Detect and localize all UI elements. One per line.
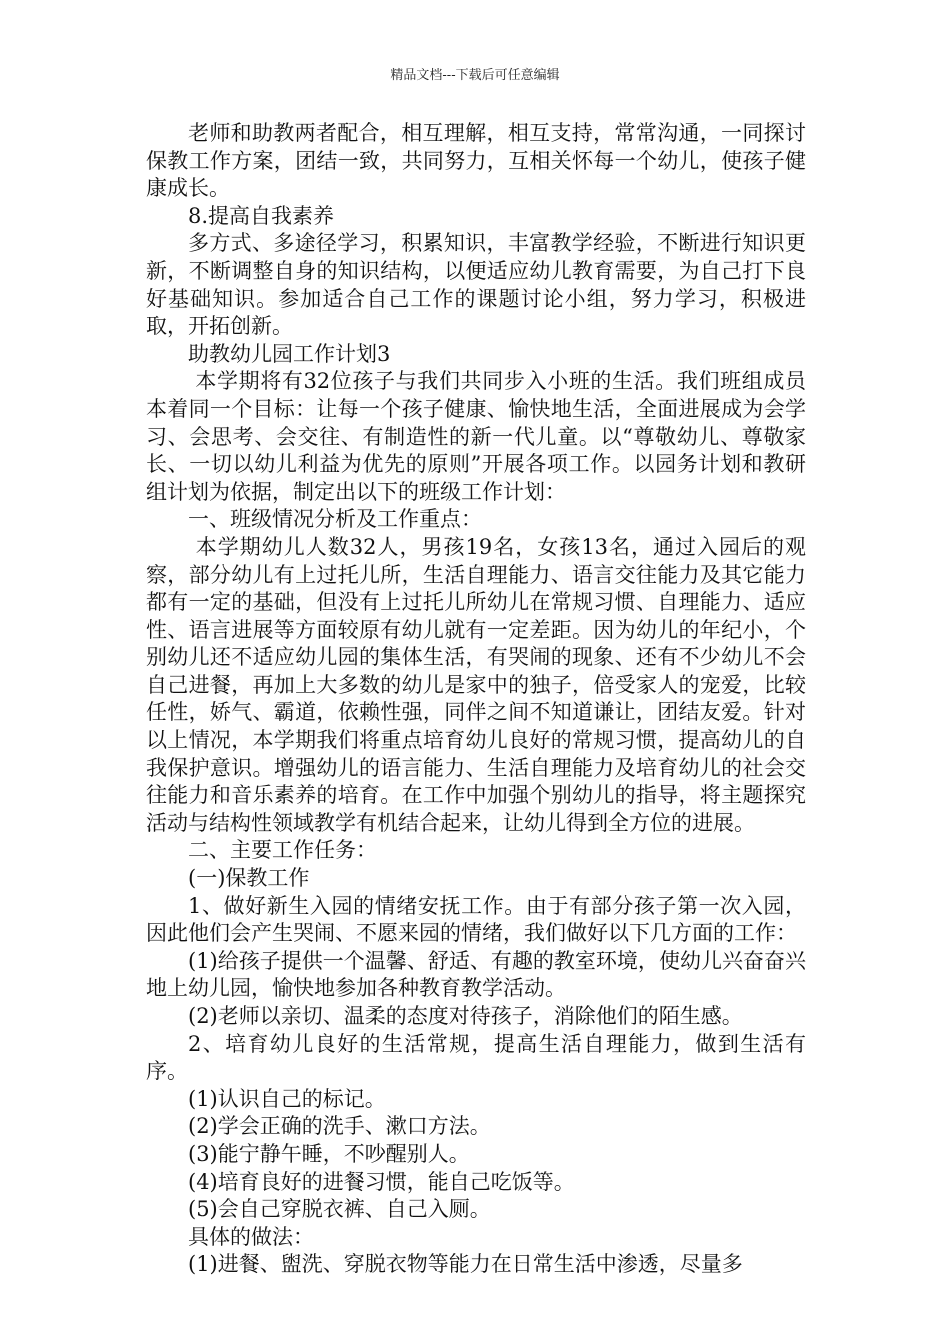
section-heading: 二、主要工作任务： <box>188 838 377 863</box>
paragraph: 多方式、多途径学习，积累知识，丰富教学经验，不断进行知识更新，不断调整自身的知识结构，以便适应幼儿教育需要，为自己打下良好基础知识。参加适合自己工作的课题讨论小组，努力学习，积极进取，开拓创新。 <box>146 231 806 339</box>
paragraph: 老师和助教两者配合，相互理解，相互支持，常常沟通，一同探讨保教工作方案，团结一致，共同努力，互相关怀每一个幼儿，使孩子健康成长。 <box>146 121 806 201</box>
section-heading: 一、班级情况分析及工作重点： <box>188 507 482 532</box>
paragraph: 本学期幼儿人数32人，男孩19名，女孩13名，通过入园后的观察，部分幼儿有上过托儿所，生活自理能力、语言交往能力及其它能力都有一定的基础，但没有上过托儿所幼儿在常规习惯、自理能力、适应性、语言进展等方面较原有幼儿就有一定差距。因为幼儿的年纪小，个别幼儿还不适应幼儿园的集体生活，有哭闹的现象、还有不少幼儿不会自己进餐，再加上大多数的幼儿是家中的独子，倍受家人的宠爱，比较任性，娇气、霸道，依赖性强，同伴之间不知道谦让，团结友爱。针对以上情况，本学期我们将重点培育幼儿良好的常规习惯，提高幼儿的自我保护意识。增强幼儿的语言能力、生活自理能力及培育幼儿的社会交往能力和音乐素养的培育。在工作中加强个别幼儿的指导，将主题探究活动与结构性领域教学有机结合起来，让幼儿得到全方位的进展。 <box>146 534 806 835</box>
list-item: (2)学会正确的洗手、漱口方法。 <box>188 1114 491 1139</box>
list-item: (1)进餐、盥洗、穿脱衣物等能力在日常生活中渗透，尽量多 <box>188 1252 743 1277</box>
paragraph: 2、培育幼儿良好的生活常规，提高生活自理能力，做到生活有序。 <box>146 1031 806 1084</box>
list-item: (1)给孩子提供一个温馨、舒适、有趣的教室环境，使幼儿兴奋奋兴地上幼儿园，愉快地参加各种教育教学活动。 <box>146 948 806 1001</box>
list-item: (5)会自己穿脱衣裤、自己入厕。 <box>188 1197 491 1222</box>
document-title: 助教幼儿园工作计划3 <box>188 341 391 366</box>
paragraph: 本学期将有32位孩子与我们共同步入小班的生活。我们班组成员本着同一个目标：让每一个孩子健康、愉快地生活，全面进展成为会学习、会思考、会交往、有制造性的新一代儿童。以“尊敬幼儿、尊敬家长、一切以幼儿利益为优先的原则”开展各项工作。以园务计划和教研组计划为依据，制定出以下的班级工作计划： <box>146 369 806 504</box>
list-item: (2)老师以亲切、温柔的态度对待孩子，消除他们的陌生感。 <box>188 1004 743 1028</box>
document-body <box>146 120 806 1279</box>
list-item: (4)培育良好的进餐习惯，能自己吃饭等。 <box>188 1169 575 1194</box>
page-header: 精品文档---下载后可任意编辑 <box>390 68 560 83</box>
subsection-heading: (一)保教工作 <box>188 866 310 891</box>
paragraph: 1、做好新生入园的情绪安抚工作。由于有部分孩子第一次入园，因此他们会产生哭闹、不愿来园的情绪，我们做好以下几方面的工作： <box>146 893 806 946</box>
section-heading: 8.提高自我素养 <box>188 203 335 228</box>
paragraph: 具体的做法： <box>188 1224 314 1249</box>
list-item: (3)能宁静午睡，不吵醒别人。 <box>188 1141 470 1166</box>
list-item: (1)认识自己的标记。 <box>188 1086 386 1111</box>
